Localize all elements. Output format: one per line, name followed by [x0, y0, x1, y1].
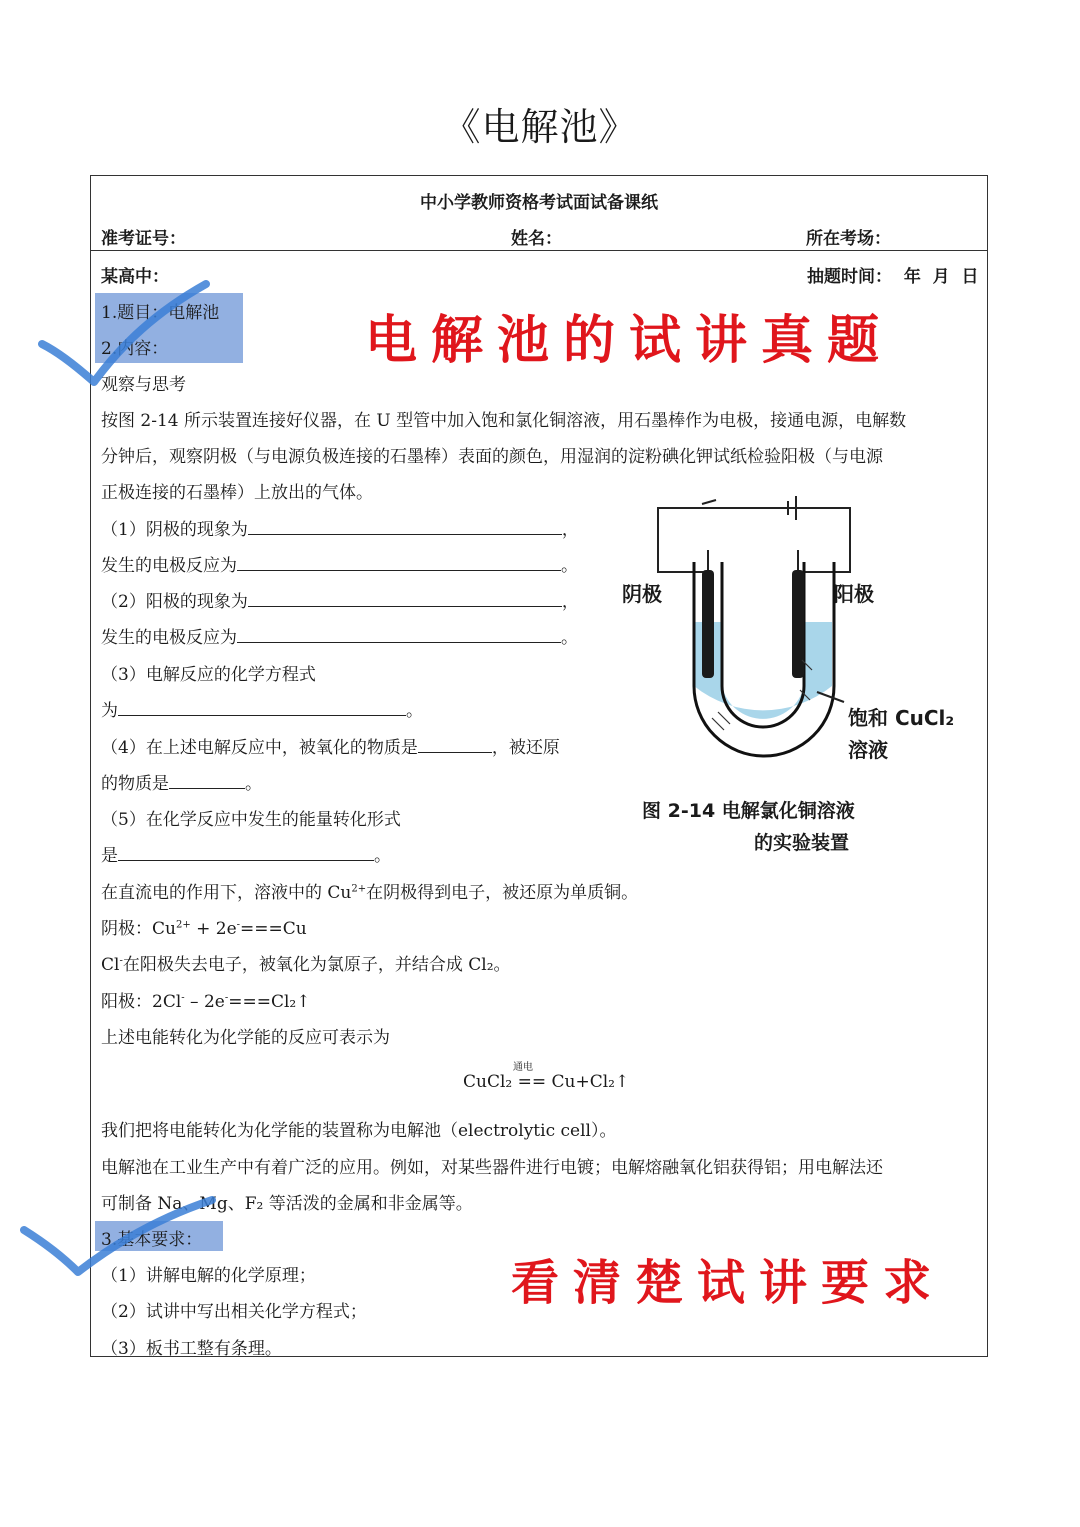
check-mark-icon-2	[18, 1194, 218, 1284]
sheet-title: 中小学教师资格考试面试备课纸	[420, 193, 658, 213]
paragraph-line-2: 分钟后，观察阴极（与电源负极连接的石墨棒）表面的颜色，用湿润的淀粉碘化钾试纸检验阳极（与电源	[101, 447, 883, 467]
question-4a: （4）在上述电解反应中，被氧化的物质是 ，被还原	[101, 738, 560, 758]
question-3a: （3）电解反应的化学方程式	[101, 665, 316, 685]
content-label: 2.内容：	[101, 339, 169, 359]
figure-caption-1: 图 2-14 电解氯化铜溶液	[642, 800, 855, 822]
requirement-2: （2）试讲中写出相关化学方程式；	[101, 1302, 367, 1322]
topic: 1.题目：电解池	[101, 303, 220, 323]
question-3b: 为 。	[101, 701, 423, 721]
observe-heading: 观察与思考	[101, 375, 186, 395]
stamp-bottom: 看清楚试讲要求	[511, 1255, 946, 1311]
question-2b: 发生的电极反应为 。	[101, 628, 578, 648]
name-label: 姓名：	[511, 229, 562, 249]
application-line-2: 可制备 Na、Mg、F₂ 等活泼的金属和非金属等。	[101, 1194, 473, 1214]
question-4b: 的物质是 。	[101, 774, 262, 794]
cathode-equation: 阴极：$Cu^{2+} + 2e^-===Cu$	[101, 919, 307, 939]
stamp-top: 电解池的试讲真题	[365, 310, 894, 371]
paragraph-line-3: 正极连接的石墨棒）上放出的气体。	[101, 483, 373, 503]
question-5b: 是 。	[101, 846, 391, 866]
page-title: 《电解池》	[442, 105, 638, 149]
cl-oxidation-line: Cl-在阳极失去电子，被氧化为氯原子，并结合成 Cl₂。	[101, 955, 511, 975]
school-label: 某高中：	[101, 267, 169, 287]
question-2a: （2）阳极的现象为 ，	[101, 592, 579, 612]
paragraph-line-1: 按图 2-14 所示装置连接好仪器，在 U 型管中加入饱和氯化铜溶液，用石墨棒作为电极，接通电源，电解数	[101, 411, 907, 431]
question-1b: 发生的电极反应为 。	[101, 556, 578, 576]
cu-reduction-line: 在直流电的作用下，溶液中的 $Cu^{2+}$在阴极得到电子，被还原为单质铜。	[101, 883, 639, 903]
definition-line: 我们把将电能转化为化学能的装置称为电解池（electrolytic cell）。	[101, 1121, 617, 1141]
anode-label: 阳极	[834, 582, 874, 606]
figure-caption-2: 的实验装置	[754, 832, 850, 854]
draw-time-label: 抽题时间： 年 月 日	[807, 267, 979, 287]
requirements-label: 3.基本要求：	[101, 1230, 203, 1250]
overall-equation: CuCl₂ == Cu+Cl₂↑	[463, 1072, 630, 1092]
solution-label-1: 饱和 CuCl₂	[848, 706, 955, 730]
cathode-label: 阴极	[622, 582, 662, 606]
solution-label-2: 溶液	[848, 738, 888, 762]
check-mark-icon	[36, 278, 216, 398]
requirement-1: （1）讲解电解的化学原理；	[101, 1266, 316, 1286]
application-line-1: 电解池在工业生产中有着广泛的应用。例如，对某些器件进行电镀；电解熔融氧化铝获得铝；用电解法还	[101, 1158, 883, 1178]
electrolysis-figure	[612, 490, 984, 865]
sheet-header	[91, 176, 987, 251]
requirement-3: （3）板书工整有条理。	[101, 1339, 282, 1359]
question-5a: （5）在化学反应中发生的能量转化形式	[101, 810, 401, 830]
exam-id-label: 准考证号：	[101, 229, 186, 249]
venue-label: 所在考场：	[806, 229, 891, 249]
question-1a: （1）阴极的现象为 ，	[101, 520, 579, 540]
equation-condition: 通电	[513, 1062, 533, 1073]
anode-equation: 阳极：2Cl- – 2e-===Cl₂↑	[101, 992, 311, 1012]
summary-line: 上述电能转化为化学能的反应可表示为	[101, 1028, 390, 1048]
